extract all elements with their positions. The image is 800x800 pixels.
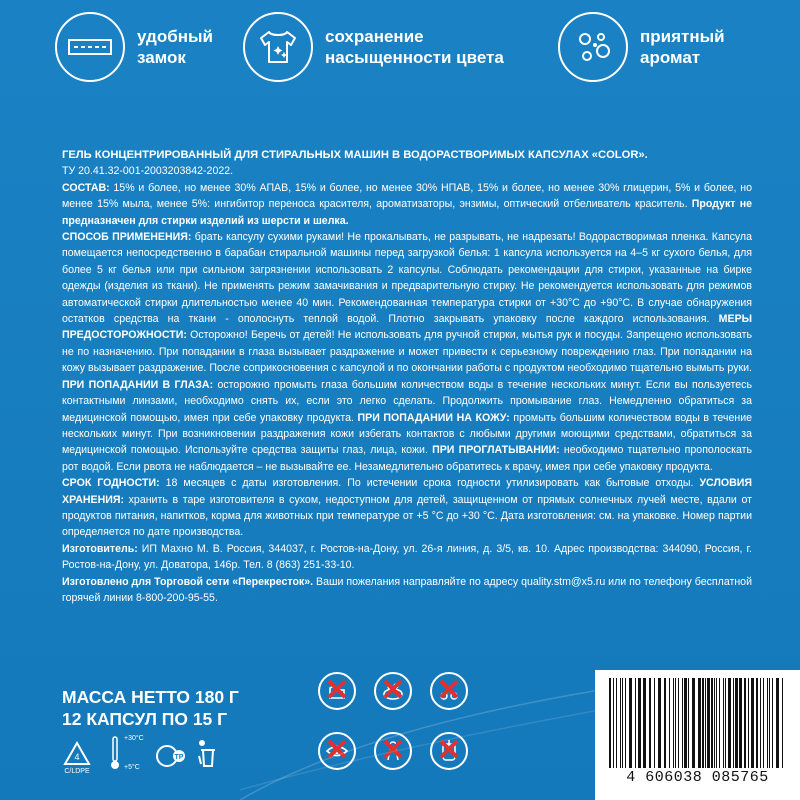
features-bar [0,0,800,110]
maker-paragraph [62,541,752,574]
precautions-text: Осторожно! Беречь от детей! Не использовать для ручной стирки, мытья рук и посуды. Запрещено использовать не по назначению. При попадании в глаза вызывает раздражение и может привести к серьезному повреждению глаз. При попадании на кожу вызывает раздражение. После соприкосновения с капсулой и по окончании работы с продуктом необходимо тщательно вымыть руки. [62,329,752,375]
barcode-bar [763,678,764,768]
retail-paragraph [62,574,752,607]
cross-mark-icon: ✕ [324,674,350,707]
aroma-drops-icon [558,12,628,82]
maker-text: ИП Махно М. В. Россия, 344037, г. Ростов-на-Дону, ул. 26-я линия, д. 3/5, кв. 10. Адрес производства: 344090, Россия, г. Ростов-на-Дону, ул. Доватора, 146р. Тел. 8 (863) 251-33-10. [62,542,752,572]
feature-aroma-label: приятный аромат [640,27,725,67]
barcode-bar [643,678,646,768]
barcode-bar [649,678,651,768]
barcode-bars [607,678,788,768]
barcode-bar [629,678,632,768]
barcode-bar [616,678,617,768]
composition-text: 15% и более, но менее 30% АПАВ, 15% и более, но менее 30% НПАВ, 15% и более, но менее 30% глицерин, 5% и более, но менее 15% мыла, менее 5%: ингибитор переноса красителя, ароматизаторы, энзимы, оптический отбеливатель краситель. [62,181,752,211]
barcode-bar [751,678,754,768]
barcode-bar [733,678,734,768]
shelf-paragraph [62,475,752,541]
feature-lock [55,12,213,82]
composition-note: Продукт не предназначен для стирки изделий из шерсти и шелка. [62,198,752,227]
barcode-bar [725,678,726,768]
barcode-bar [625,678,626,768]
barcode-bar [716,678,717,768]
barcode-bar [719,678,720,768]
barcode-bar [664,678,666,768]
barcode-bar [675,678,676,768]
product-description [62,147,752,606]
svg-text:4: 4 [74,752,80,762]
barcode-bar [748,678,749,768]
product-title: ГЕЛЬ КОНЦЕНТРИРОВАННЫЙ ДЛЯ СТИРАЛЬНЫХ МАШИН В ВОДОРАСТВОРИМЫХ КАПСУЛАХ «COLOR». [62,149,648,161]
eyes-text: осторожно промыть глаза большим количеством воды в течение нескольких минут. Если вы пользуетесь контактными линзами, необходимо снять их, если это легко сделать. Продолжить промывание глаз. Немедленно обратиться за медицинской помощью, имея при себе упаковку продукта. [62,378,752,424]
cross-mark-icon: ✕ [380,674,406,707]
barcode-bar [739,678,742,768]
barcode-bar [707,678,710,768]
lock-strip-icon [55,12,125,82]
cross-mark-icon: ✕ [436,674,462,707]
barcode-bar [638,678,641,768]
barcode-bar [654,678,655,768]
barcode-bar [782,678,783,768]
barcode-bar [620,678,621,768]
skin-label: ПРИ ПОПАДАНИИ НА КОЖУ: [357,411,510,424]
barcode-bar [613,678,614,768]
barcode-bar [760,678,761,768]
recycle-icon [62,740,92,775]
barcode-bar [728,678,731,768]
tshirt-sparkle-icon [243,12,313,82]
microwave-symbol-icon [155,742,187,770]
feature-aroma [558,12,725,82]
cross-mark-icon: ✕ [324,734,350,767]
retail-text: Ваши пожелания направляйте по адресу quality.stm@x5.ru или по телефону бесплатной горячей линии 8-800-200-95-55. [62,575,752,604]
swallow-text: необходимо тщательно прополоскать рот водой. Если рвота не наблюдается – не вызывайте ее. Незамедлительно обратитесь к врачу, имея при себе упаковку продукта. [62,444,752,473]
barcode-bar [767,678,768,768]
composition-label: СОСТАВ: [62,181,110,194]
decorative-waves [240,690,600,800]
net-mass [62,686,239,730]
barcode-bar [735,678,738,768]
barcode-number: 4 606038 085765 [626,769,769,786]
svg-text:TP: TP [174,754,184,761]
precautions-label: МЕРЫ ПРЕДОСТОРОЖНОСТИ: [62,313,752,342]
temp-low: +5°C [124,764,140,771]
barcode-bar [678,678,679,768]
barcode [595,670,800,800]
feature-color [243,12,504,82]
barcode-bar [769,678,770,768]
cross-mark-icon: ✕ [380,734,406,767]
barcode-bar [711,678,713,768]
feature-color-label: сохранение насыщенности цвета [325,27,504,67]
tu-code: ТУ 20.41.32-001-2003203842-2022. [62,165,234,178]
swallow-label: ПРИ ПРОГЛАТЫВАНИИ: [432,444,560,457]
retail-label: Изготовлено для Торговой сети «Перекресток». [62,575,314,588]
barcode-bar [772,678,773,768]
barcode-bar [714,678,715,768]
mass-line-2: 12 КАПСУЛ ПО 15 Г [62,709,228,729]
cross-mark-icon: ✕ [436,734,462,767]
barcode-bar [692,678,695,768]
shelf-label: СРОК ГОДНОСТИ: [62,477,160,490]
barcode-bar [682,678,683,768]
barcode-bar [744,678,746,768]
barcode-bar [684,678,687,768]
trash-bin-icon [195,738,221,770]
barcode-bar [702,678,704,768]
barcode-bar [698,678,701,768]
barcode-bar [776,678,779,768]
shelf-text: 18 месяцев с даты изготовления. По истечении срока годности утилизировать как бытовые отходы. [159,477,700,490]
temp-high: +30°C [124,735,144,742]
feature-lock-label: удобный замок [137,27,213,67]
mass-line-1: МАССА НЕТТО 180 Г [62,687,239,707]
barcode-bar [673,678,674,768]
skin-text: промыть большим количеством воды в течение нескольких минут. При возникновении раздражения кожи избегать контактов с любыми другими моющими средствами, обратиться за медицинской помощью. Используйте средства защиты глаз, лица, кожи. [62,411,753,457]
usage-text: брать капсулу сухими руками! Не прокалывать, не разрывать, не надрезать! Водорастворимая пленка. Капсула помещается непосредственно в барабан стиральной машины перед загрузкой белья: 1 капсула используется на 4–5 кг сухого белья, для более 5 кг белья или при сильном загрязнении использовать 2 капсулы. Соблюдать рекомендации для стирки, указанные на бирке одежды (изделия из ткани). Не применять режим замачивания и предварительную стирку. Не рекомендуется использовать для режимов автоматической стирки длительностью менее 40 мин. Рекомендованная температура стирки от +30°С до +90°С. В случае обнаружения остатков средства на ткани - ополоснуть теплой водой. Плотно закрывать упаковку после каждого использования. [62,231,753,326]
barcode-bar [635,678,636,768]
barcode-bar [705,678,706,768]
composition-paragraph [62,180,752,229]
storage-text: хранить в таре изготовителя в сухом, недоступном для детей, защищенном от прямых солнечных лучей месте, вдали от продуктов питания, напитков, корма для животных при температуре от +5 °С до +30 °С. Дата изготовления: см. на упаковке. Номер партии определяется по дате производства. [62,493,752,539]
recycle-code: C/LDPE [64,768,90,775]
barcode-bar [756,678,758,768]
barcode-bar [622,678,623,768]
eyes-label: ПРИ ПОПАДАНИИ В ГЛАЗА: [62,378,214,391]
usage-label: СПОСОБ ПРИМЕНЕНИЯ: [62,231,192,244]
barcode-bar [688,678,689,768]
barcode-bar [609,678,611,768]
temp-range [124,735,144,771]
thermometer-icon [108,735,144,771]
barcode-bar [658,678,661,768]
usage-paragraph [62,229,752,475]
maker-label: Изготовитель: [62,542,138,555]
storage-label: УСЛОВИЯ ХРАНЕНИЯ: [62,477,752,506]
barcode-bar [723,678,724,768]
barcode-bar [669,678,670,768]
